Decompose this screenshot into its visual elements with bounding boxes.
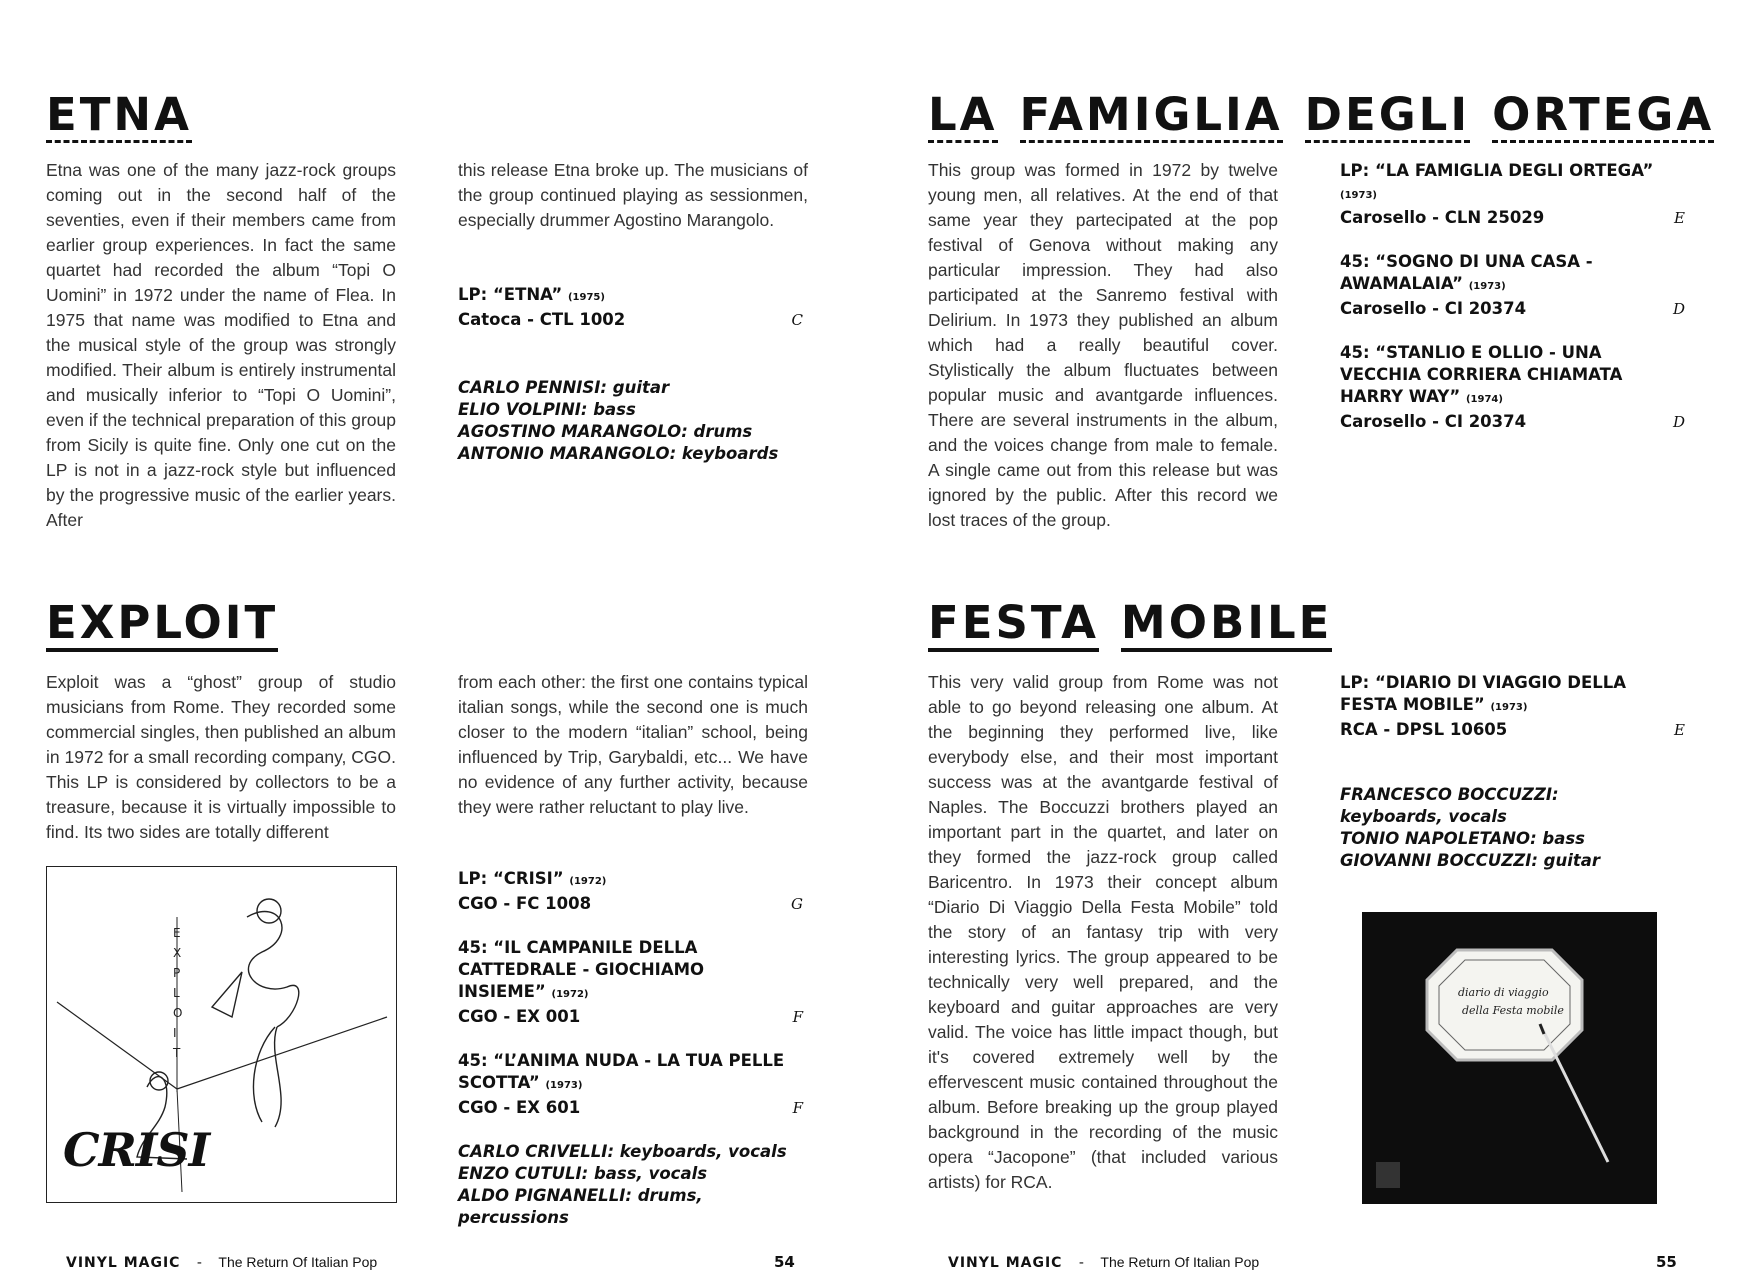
release-title: LP: “ETNA” [458, 285, 563, 304]
release-label: Carosello - CI 20374 [1340, 299, 1527, 318]
release-label: CGO - EX 601 [458, 1098, 581, 1117]
exploit-members [458, 1141, 803, 1229]
svg-text:O: O [173, 1006, 183, 1020]
svg-text:T: T [173, 1046, 181, 1060]
member-line: TONIO NAPOLETANO: bass [1340, 829, 1585, 848]
title-word: LA [928, 88, 998, 141]
festa-discography [1340, 672, 1685, 763]
exploit-album-cover [46, 866, 397, 1203]
discography-entry [1340, 672, 1685, 741]
release-title: LP: “CRISI” [458, 869, 564, 888]
member-line: GIOVANNI BOCCUZZI: guitar [1340, 851, 1601, 870]
famiglia-discography [1340, 160, 1685, 455]
release-year: (1972) [569, 876, 607, 887]
etna-title [46, 88, 214, 143]
member-line: ELIO VOLPINI: bass [458, 400, 636, 419]
festa-members [1340, 784, 1640, 872]
discography-entry [458, 284, 803, 331]
title-word: MOBILE [1121, 600, 1333, 652]
famiglia-title [928, 88, 1736, 143]
etna-members [458, 377, 803, 465]
svg-text:I: I [173, 1026, 177, 1040]
release-year: (1973) [1490, 702, 1528, 713]
title-word: ETNA [46, 88, 192, 141]
page-number-left: 54 [774, 1253, 795, 1271]
member-line: ALDO PIGNANELLI: drums, percussions [458, 1186, 703, 1227]
svg-text:P: P [173, 966, 181, 980]
famiglia-column-1: This group was formed in 1972 by twelve young men, all relatives. At the end of that same year they partecipated at the pop festival of Genova without making any particular impression. They had also participated at the Sanremo festival with Delirium. In 1973 they published an album which had a really beautiful cover. Stylistically the album fluctuates between popular music and avantgarde influences. There are several instruments in the album, and the voices change from male to female. A single came out from this release but was ignored by the public. After this record we lost traces of the group. [928, 160, 1278, 530]
release-year: (1973) [1340, 190, 1377, 201]
release-year: (1972) [551, 989, 589, 1000]
title-word: ORTEGA [1492, 88, 1715, 141]
exploit-column-2: from each other: the first one contains typical italian songs, while the second one is much closer to the modern “italian” school, being influenced by Trip, Garybaldi, etc... We have no evidence of any further activity, because they were rather reluctant to play live. [458, 672, 808, 817]
footer-right [948, 1254, 1259, 1271]
svg-text:L: L [173, 986, 180, 1000]
title-word: FAMIGLIA [1019, 88, 1283, 141]
footer-separator: - [196, 1255, 202, 1271]
release-year: (1973) [545, 1080, 583, 1091]
footer-brand: VINYL MAGIC [948, 1255, 1063, 1271]
discography-entry [458, 868, 803, 915]
discography-entry [1340, 251, 1685, 320]
footer-subtitle: The Return Of Italian Pop [218, 1254, 378, 1270]
rarity-grade: C [791, 311, 803, 329]
page-number-right: 55 [1656, 1253, 1677, 1271]
member-line: ENZO CUTULI: bass, vocals [458, 1164, 708, 1183]
member-line: CARLO CRIVELLI: keyboards, vocals [458, 1142, 787, 1161]
rarity-grade: D [1672, 300, 1685, 318]
release-year: (1974) [1465, 394, 1503, 405]
rarity-grade: D [1672, 413, 1685, 431]
release-title: LP: “DIARIO DI VIAGGIO DELLA FESTA MOBILE” [1340, 673, 1627, 714]
release-label: Catoca - CTL 1002 [458, 310, 626, 329]
cover-text-line-2: della Festa mobile [1462, 1004, 1564, 1017]
footer-separator: - [1078, 1255, 1084, 1271]
discography-entry [458, 1050, 803, 1119]
release-label: RCA - DPSL 10605 [1340, 720, 1508, 739]
release-year: (1975) [567, 292, 605, 303]
rarity-grade: G [791, 895, 803, 913]
rarity-grade: F [792, 1008, 803, 1026]
discography-entry [458, 937, 803, 1028]
exploit-discography [458, 868, 803, 1141]
etna-discography [458, 284, 803, 353]
member-line: FRANCESCO BOCCUZZI: keyboards, vocals [1340, 785, 1559, 826]
svg-text:X: X [173, 946, 182, 960]
release-title: 45: “L’ANIMA NUDA - LA TUA PELLE SCOTTA” [458, 1051, 785, 1092]
member-line: ANTONIO MARANGOLO: keyboards [458, 444, 779, 463]
release-year: (1973) [1468, 281, 1506, 292]
footer-left [66, 1254, 377, 1271]
rarity-grade: E [1674, 209, 1685, 227]
release-title: 45: “SOGNO DI UNA CASA - AWAMALAIA” [1340, 252, 1593, 293]
etna-column-1: Etna was one of the many jazz-rock groups coming out in the second half of the seventies, even if their members came from earlier group experiences. In fact the same quartet had recorded the album “Topi O Uomini” in 1972 under the name of Flea. In 1975 that name was modified to Etna and the musical style of the group was strongly modified. Their album is entirely instrumental and musically inferior to “Topi O Uomini”, even if the technical preparation of this group from Sicily is quite fine. Only one cut on the LP is not in a jazz-rock style but influenced by the progressive music of the earlier years. After [46, 160, 396, 530]
cover-title: CRISI [63, 1123, 210, 1177]
member-line: CARLO PENNISI: guitar [458, 378, 670, 397]
cover-text-line-1: diario di viaggio [1458, 986, 1549, 999]
release-label: Carosello - CI 20374 [1340, 412, 1527, 431]
festa-column-1: This very valid group from Rome was not able to go beyond releasing one album. At the beginning they performed live, like everybody else, and their most important success was at the avantgarde festival of Naples. The Boccuzzi brothers played an important part in the quartet, and later on they formed the jazz-rock group called Baricentro. In 1973 their concept album “Diario Di Viaggio Della Festa Mobile” told the story of an fantasy trip with very interesting lyrics. The group appeared to be technically very well prepared, and the keyboard and guitar approaches are very valid. The voice has little impact though, but it's covered extremely well by the effervescent music contained throughout the album. Before breaking up the group played background in the recording of the music opera “Jacopone” (that included various artists) for RCA. [928, 672, 1278, 1192]
release-label: Carosello - CLN 25029 [1340, 208, 1545, 227]
release-title: LP: “LA FAMIGLIA DEGLI ORTEGA” [1340, 161, 1654, 180]
title-word: DEGLI [1304, 88, 1471, 141]
rarity-grade: F [792, 1099, 803, 1117]
release-title: 45: “STANLIO E OLLIO - UNA VECCHIA CORRIERA CHIAMATA HARRY WAY” [1340, 343, 1623, 406]
cover-illustration [1362, 912, 1657, 1204]
release-label: CGO - FC 1008 [458, 894, 592, 913]
discography-entry [1340, 160, 1685, 229]
exploit-column-1: Exploit was a “ghost” group of studio musicians from Rome. They recorded some commercial singles, then published an album in 1972 for a small recording company, CGO. This LP is considered by collectors to be a treasure, because it is virtually impossible to find. Its two sides are totally different [46, 672, 396, 842]
release-label: CGO - EX 001 [458, 1007, 581, 1026]
release-title: 45: “IL CAMPANILE DELLA CATTEDRALE - GIOCHIAMO INSIEME” [458, 938, 705, 1001]
rarity-grade: E [1674, 721, 1685, 739]
footer-subtitle: The Return Of Italian Pop [1100, 1254, 1260, 1270]
discography-entry [1340, 342, 1685, 433]
exploit-title [46, 596, 300, 652]
etna-column-2: this release Etna broke up. The musicians of the group continued playing as sessionmen, especially drummer Agostino Marangolo. [458, 160, 808, 230]
member-line: AGOSTINO MARANGOLO: drums [458, 422, 753, 441]
footer-brand: VINYL MAGIC [66, 1255, 181, 1271]
festa-album-cover [1362, 912, 1657, 1204]
title-word: EXPLOIT [46, 600, 278, 652]
svg-text:E: E [173, 926, 181, 940]
festa-title [928, 596, 1354, 652]
title-word: FESTA [928, 600, 1099, 652]
